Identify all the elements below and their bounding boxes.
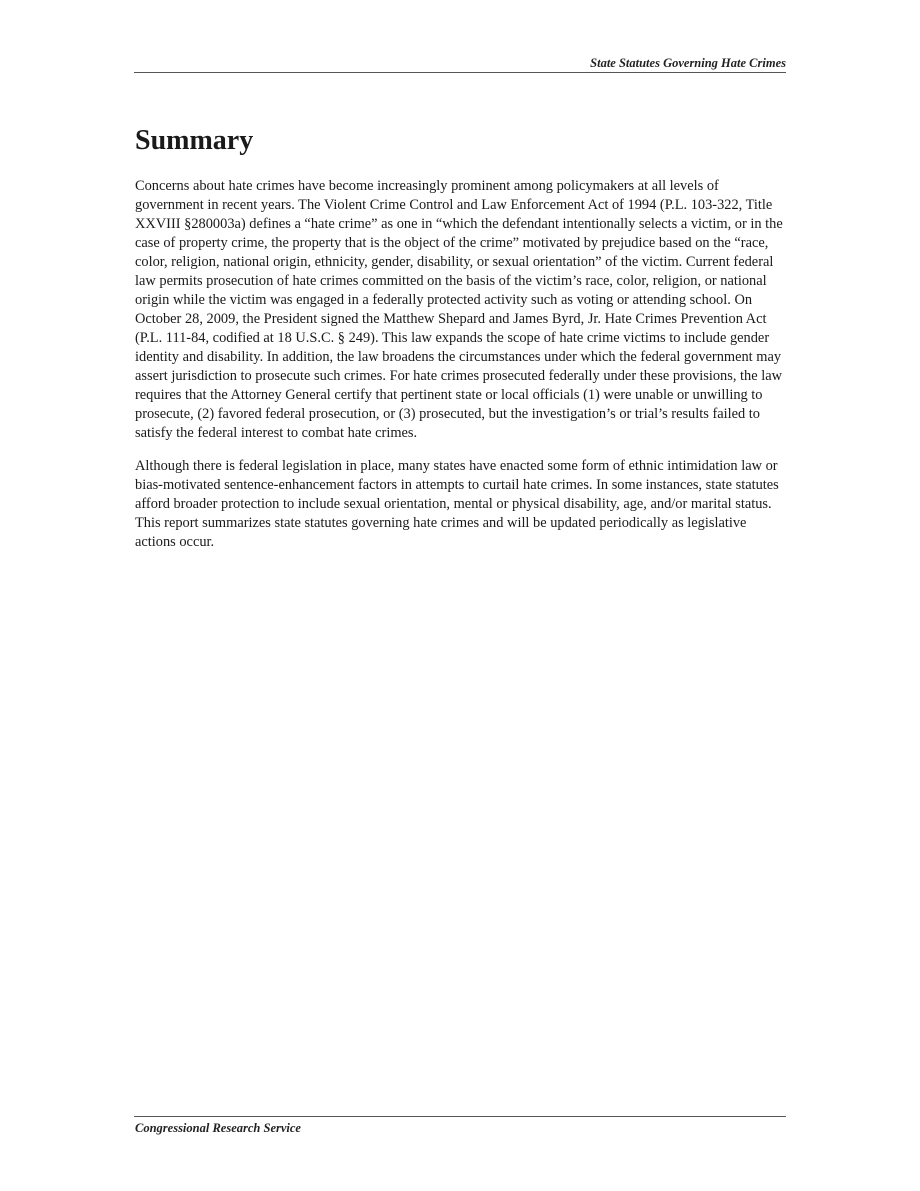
summary-paragraph-1: Concerns about hate crimes have become increasingly prominent among policymakers at all levels of government in recent years. The Violent Crime Control and Law Enforcement Act of 1994 (P.L. 103-322, Title XXVIII §280003a) defines a “hate crime” as one in “which the defendant intentionally selects a victim, or in the case of property crime, the property that is the object of the crime” motivated by prejudice based on the “race, color, religion, national origin, ethnicity, gender, disability, or sexual orientation” of the victim. Current federal law permits prosecution of hate crimes committed on the basis of the victim’s race, color, religion, or national origin while the victim was engaged in a federally protected activity such as voting or attending school. On October 28, 2009, the President signed the Matthew Shepard and James Byrd, Jr. Hate Crimes Prevention Act (P.L. 111-84, codified at 18 U.S.C. § 249). This law expands the scope of hate crime victims to include gender identity and disability. In addition, the law broadens the circumstances under which the federal government may assert jurisdiction to prosecute such crimes. For hate crimes prosecuted federally under these provisions, the law requires that the Attorney General certify that pertinent state or local officials (1) were unable or unwilling to prosecute, (2) favored federal prosecution, or (3) prosecuted, but the investigation’s or trial’s results failed to satisfy the federal interest to combat hate crimes.: [135, 178, 783, 441]
header-divider: [134, 72, 786, 73]
running-header-title: State Statutes Governing Hate Crimes: [590, 56, 786, 70]
footer-divider: [134, 1116, 786, 1117]
running-footer-organization: Congressional Research Service: [135, 1121, 301, 1135]
summary-paragraph-2: Although there is federal legislation in place, many states have enacted some form of ethnic intimidation law or bias-motivated sentence-enhancement factors in attempts to curtail hate crimes. In some instances, state statutes afford broader protection to include sexual orientation, mental or physical disability, age, and/or marital status. This report summarizes state statutes governing hate crimes and will be updated periodically as legislative actions occur.: [135, 458, 779, 550]
page-title: Summary: [135, 125, 254, 156]
summary-body: [135, 177, 787, 566]
